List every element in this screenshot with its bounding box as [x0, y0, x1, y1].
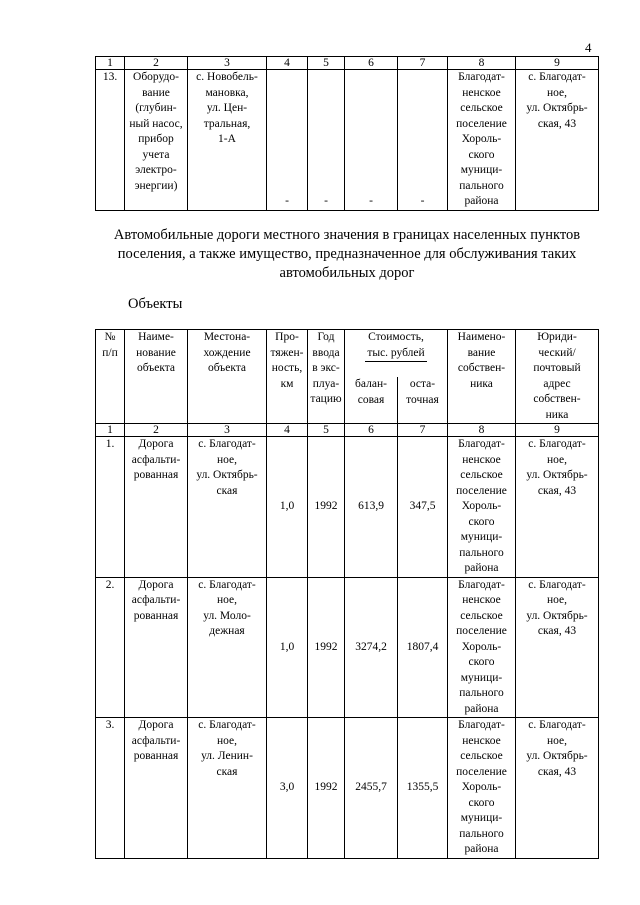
header-residual: оста- точная	[398, 377, 448, 423]
column-number: 9	[516, 57, 599, 70]
header-number: № п/п	[96, 330, 125, 424]
object-length: 1,0	[267, 577, 308, 718]
object-length: 1,0	[267, 437, 308, 578]
column-number: 2	[125, 57, 188, 70]
object-length: 3,0	[267, 718, 308, 859]
header-cost-label: Стоимость, тыс. рублей	[365, 330, 426, 362]
column-number: 3	[188, 424, 267, 437]
header-location: Местона- хождение объекта	[188, 330, 267, 424]
column-number: 8	[448, 424, 516, 437]
column-number: 3	[188, 57, 267, 70]
row-number: 3.	[96, 718, 125, 859]
column-numbers-row	[96, 424, 599, 437]
column-number: 5	[308, 424, 345, 437]
owner-address: с. Благодат- ное, ул. Октябрь- ская, 43	[516, 437, 599, 578]
object-location: с. Благодат- ное, ул. Ленин- ская	[188, 718, 267, 859]
column-number: 8	[448, 57, 516, 70]
object-location: с. Благодат- ное, ул. Октябрь- ская	[188, 437, 267, 578]
section-heading: Автомобильные дороги местного значения в границах населенных пунктов поселения, а также имущество, предназначенное для обслуживания таких автомобильных дорог	[113, 227, 581, 281]
object-year: -	[308, 70, 345, 211]
owner-name: Благодат- ненское сельское поселение Хороль- ского муници- пального района	[448, 70, 516, 211]
column-numbers-row	[96, 57, 599, 70]
roads-table	[95, 329, 599, 859]
residual-cost: 1355,5	[398, 718, 448, 859]
column-number: 7	[398, 57, 448, 70]
owner-name: Благодат- ненское сельское поселение Хороль- ского муници- пального района	[448, 577, 516, 718]
object-year: 1992	[308, 577, 345, 718]
column-number: 1	[96, 57, 125, 70]
object-year: 1992	[308, 718, 345, 859]
residual-cost: 347,5	[398, 437, 448, 578]
column-number: 6	[345, 57, 398, 70]
header-address: Юриди- ческий/ почтовый адрес собствен- ника	[516, 330, 599, 424]
table-row	[96, 70, 599, 211]
balance-cost: 2455,7	[345, 718, 398, 859]
owner-address: с. Благодат- ное, ул. Октябрь- ская, 43	[516, 70, 599, 211]
column-number: 2	[125, 424, 188, 437]
table-row	[96, 577, 599, 718]
owner-address: с. Благодат- ное, ул. Октябрь- ская, 43	[516, 577, 599, 718]
column-number: 1	[96, 424, 125, 437]
balance-cost: 3274,2	[345, 577, 398, 718]
column-number: 7	[398, 424, 448, 437]
header-owner: Наимено- вание собствен- ника	[448, 330, 516, 424]
balance-cost: -	[345, 70, 398, 211]
header-name: Наиме- нование объекта	[125, 330, 188, 424]
header-balance: балан- совая	[345, 377, 398, 423]
residual-cost: -	[398, 70, 448, 211]
column-number: 5	[308, 57, 345, 70]
header-length: Про- тяжен- ность, км	[267, 330, 308, 424]
column-number: 4	[267, 424, 308, 437]
row-number: 13.	[96, 70, 125, 211]
equipment-table	[95, 56, 599, 211]
object-name: Оборудо- вание (глубин- ный насос, прибор учета электро- энергии)	[125, 70, 188, 211]
header-row	[96, 330, 599, 378]
object-length: -	[267, 70, 308, 211]
residual-cost: 1807,4	[398, 577, 448, 718]
owner-name: Благодат- ненское сельское поселение Хороль- ского муници- пального района	[448, 437, 516, 578]
row-number: 1.	[96, 437, 125, 578]
object-location: с. Благодат- ное, ул. Моло- дежная	[188, 577, 267, 718]
owner-address: с. Благодат- ное, ул. Октябрь- ская, 43	[516, 718, 599, 859]
column-number: 9	[516, 424, 599, 437]
column-number: 6	[345, 424, 398, 437]
column-number: 4	[267, 57, 308, 70]
object-name: Дорога асфальти- рованная	[125, 718, 188, 859]
header-cost	[345, 330, 448, 378]
owner-name: Благодат- ненское сельское поселение Хороль- ского муници- пального района	[448, 718, 516, 859]
balance-cost: 613,9	[345, 437, 398, 578]
objects-label: Объекты	[128, 296, 183, 312]
object-name: Дорога асфальти- рованная	[125, 437, 188, 578]
row-number: 2.	[96, 577, 125, 718]
object-name: Дорога асфальти- рованная	[125, 577, 188, 718]
table-row	[96, 718, 599, 859]
page-number: 4	[585, 40, 592, 55]
header-year: Год ввода в экс- плуа- тацию	[308, 330, 345, 424]
table-row	[96, 437, 599, 578]
object-location: с. Новобель- мановка, ул. Цен- тральная, 1-А	[188, 70, 267, 211]
object-year: 1992	[308, 437, 345, 578]
